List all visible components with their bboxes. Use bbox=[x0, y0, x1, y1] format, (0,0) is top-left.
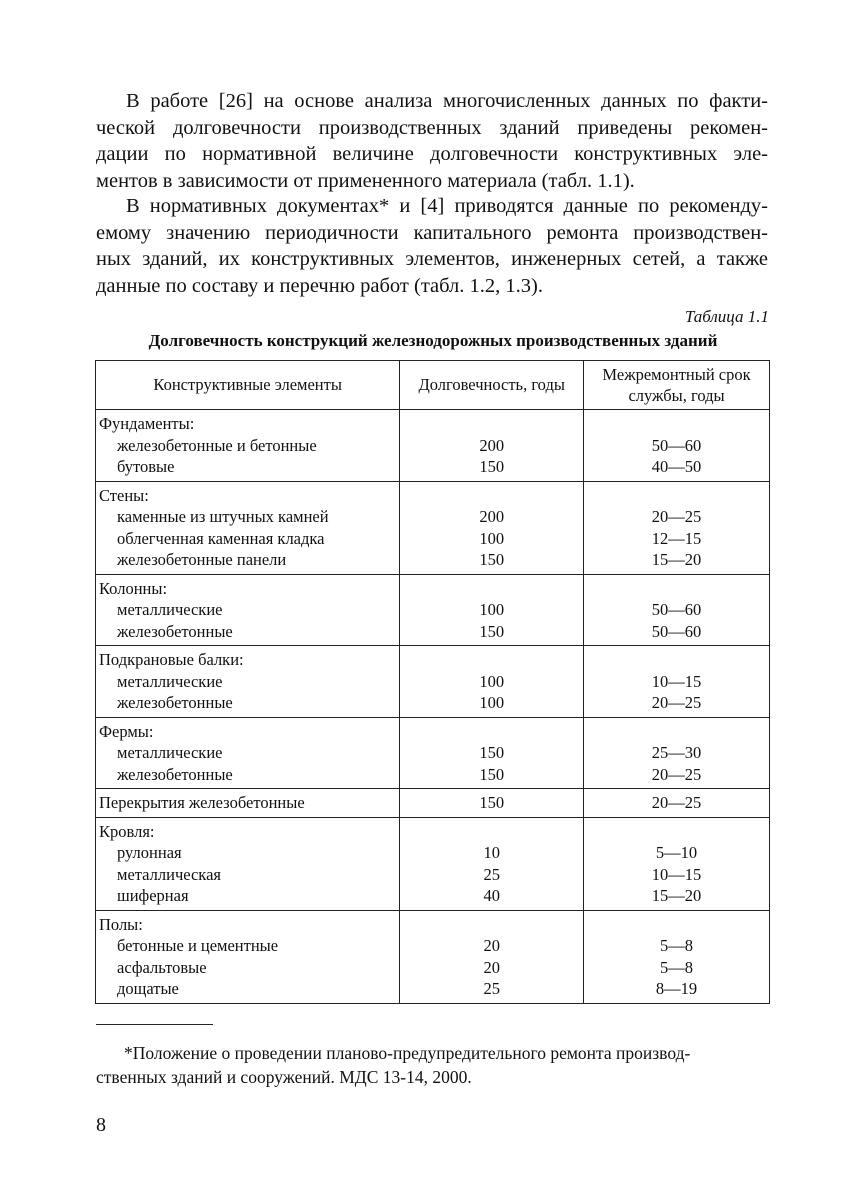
category-label: Фундаменты: bbox=[99, 414, 195, 433]
durability-value: 150 bbox=[479, 764, 505, 784]
column-header-text: Межремонтный срок службы, годы bbox=[602, 364, 751, 405]
footnote bbox=[96, 1041, 770, 1089]
table-row bbox=[96, 410, 770, 482]
table-body bbox=[96, 410, 770, 1004]
category-label: Кровля: bbox=[99, 821, 155, 841]
table-cell bbox=[96, 817, 400, 910]
table-cell bbox=[96, 717, 400, 789]
footnote-line: *Положение о проведении планово-предупредительного ремонта производ- bbox=[124, 1043, 691, 1063]
interval-value: 15—20 bbox=[651, 886, 702, 905]
paragraph-1 bbox=[96, 88, 768, 194]
durability-value: 150 bbox=[479, 621, 505, 641]
table-cell bbox=[584, 646, 770, 718]
item-label: асфальтовые bbox=[117, 957, 207, 977]
durability-value: 20 bbox=[483, 957, 500, 977]
item-label: дощатые bbox=[117, 979, 179, 998]
table-cell bbox=[584, 717, 770, 789]
item-label: железобетонные панели bbox=[117, 550, 287, 569]
item-label: бутовые bbox=[117, 457, 175, 476]
column-header: Долговечность, годы bbox=[400, 361, 584, 410]
interval-value: 5—8 bbox=[660, 936, 694, 955]
column-header bbox=[584, 361, 770, 410]
category-label: Колонны: bbox=[99, 578, 168, 598]
item-label: железобетонные bbox=[117, 693, 233, 712]
table-cell bbox=[400, 717, 584, 789]
paragraph-line: ческой долговечности производственных зданий приведены рекомен- bbox=[96, 116, 768, 139]
interval-value: 50—60 bbox=[651, 600, 702, 619]
table-cell bbox=[584, 574, 770, 646]
footnote-divider bbox=[96, 1024, 213, 1025]
durability-value: 150 bbox=[479, 457, 505, 476]
durability-value: 100 bbox=[479, 600, 505, 619]
category-label: Стены: bbox=[99, 485, 149, 505]
table-title: Долговечность конструкций железнодорожных производственных зданий bbox=[148, 331, 718, 350]
durability-value: 25 bbox=[483, 864, 500, 884]
durability-table bbox=[95, 360, 770, 1004]
durability-value: 150 bbox=[479, 793, 505, 812]
table-cell bbox=[400, 789, 584, 818]
item-label: бетонные и цементные bbox=[117, 936, 279, 955]
interval-value: 8—19 bbox=[655, 979, 698, 998]
interval-value: 50—60 bbox=[651, 621, 702, 641]
table-cell bbox=[96, 410, 400, 482]
item-label: железобетонные bbox=[117, 764, 233, 784]
table-cell bbox=[400, 817, 584, 910]
column-header: Конструктивные элементы bbox=[96, 361, 400, 410]
item-label: металлическая bbox=[117, 864, 221, 884]
durability-value: 200 bbox=[479, 435, 505, 455]
item-label: металлические bbox=[117, 600, 223, 619]
table-row bbox=[96, 717, 770, 789]
durability-value: 100 bbox=[479, 671, 505, 691]
table-row bbox=[96, 910, 770, 1003]
page-number: 8 bbox=[96, 1114, 106, 1136]
paragraph-line: В работе [26] на основе анализа многочисленных данных по факти- bbox=[126, 90, 768, 112]
interval-value: 40—50 bbox=[651, 457, 702, 476]
interval-value: 50—60 bbox=[651, 435, 702, 455]
durability-value: 10 bbox=[483, 843, 500, 862]
durability-value: 20 bbox=[483, 936, 500, 955]
interval-value: 10—15 bbox=[651, 671, 702, 691]
interval-value: 5—8 bbox=[660, 957, 694, 977]
table-cell bbox=[400, 910, 584, 1003]
category-label: Перекрытия железобетонные bbox=[99, 793, 305, 812]
durability-value: 25 bbox=[483, 979, 500, 998]
table-cell bbox=[96, 646, 400, 718]
item-label: облегченная каменная кладка bbox=[117, 528, 325, 548]
durability-value: 150 bbox=[479, 743, 505, 762]
interval-value: 20—25 bbox=[651, 764, 702, 784]
item-label: металлические bbox=[117, 671, 223, 691]
table-row bbox=[96, 817, 770, 910]
item-label: металлические bbox=[117, 743, 223, 762]
table-cell bbox=[584, 789, 770, 818]
durability-value: 40 bbox=[483, 886, 500, 905]
table-cell bbox=[96, 789, 400, 818]
interval-value: 20—25 bbox=[651, 793, 702, 812]
table-cell bbox=[584, 410, 770, 482]
item-label: шиферная bbox=[117, 886, 189, 905]
table-cell bbox=[96, 910, 400, 1003]
paragraph-2 bbox=[96, 193, 768, 299]
table-row bbox=[96, 789, 770, 818]
item-label: каменные из штучных камней bbox=[117, 507, 329, 526]
paragraph-line: ментов в зависимости от примененного материала (табл. 1.1). bbox=[96, 169, 635, 192]
durability-value: 100 bbox=[479, 693, 505, 712]
interval-value: 5—10 bbox=[655, 843, 698, 862]
table-cell bbox=[400, 410, 584, 482]
table-cell bbox=[400, 646, 584, 718]
durability-value: 150 bbox=[479, 550, 505, 569]
interval-value: 15—20 bbox=[651, 550, 702, 569]
interval-value: 25—30 bbox=[651, 743, 702, 762]
durability-value: 100 bbox=[479, 528, 505, 548]
interval-value: 12—15 bbox=[651, 528, 702, 548]
durability-value: 200 bbox=[479, 507, 505, 526]
paragraph-line: емому значению периодичности капитального ремонта производствен- bbox=[96, 221, 768, 244]
interval-value: 20—25 bbox=[651, 693, 702, 712]
paragraph-line: ных зданий, их конструктивных элементов, инженерных сетей, а также bbox=[96, 248, 768, 270]
interval-value: 20—25 bbox=[651, 507, 702, 526]
category-label: Подкрановые балки: bbox=[99, 650, 244, 669]
interval-value: 10—15 bbox=[651, 864, 702, 884]
table-row bbox=[96, 481, 770, 574]
table-row bbox=[96, 646, 770, 718]
table-header-row bbox=[96, 361, 770, 410]
paragraph-line: В нормативных документах* и [4] приводятся данные по рекоменду- bbox=[126, 195, 768, 217]
item-label: железобетонные и бетонные bbox=[117, 435, 317, 455]
item-label: рулонная bbox=[117, 843, 182, 862]
paragraph-line: данные по составу и перечню работ (табл. 1.2, 1.3). bbox=[96, 274, 543, 297]
table-cell bbox=[584, 910, 770, 1003]
item-label: железобетонные bbox=[117, 621, 233, 641]
table-cell bbox=[96, 574, 400, 646]
table-cell bbox=[96, 481, 400, 574]
table-cell bbox=[584, 481, 770, 574]
table-label: Таблица 1.1 bbox=[684, 307, 769, 326]
footnote-line: ственных зданий и сооружений. МДС 13-14, 2000. bbox=[96, 1067, 472, 1087]
table-cell bbox=[400, 481, 584, 574]
category-label: Фермы: bbox=[99, 721, 154, 741]
table-cell bbox=[400, 574, 584, 646]
paragraph-line: дации по нормативной величине долговечности конструктивных эле- bbox=[96, 143, 768, 165]
table-cell bbox=[584, 817, 770, 910]
table-row bbox=[96, 574, 770, 646]
category-label: Полы: bbox=[99, 914, 143, 934]
